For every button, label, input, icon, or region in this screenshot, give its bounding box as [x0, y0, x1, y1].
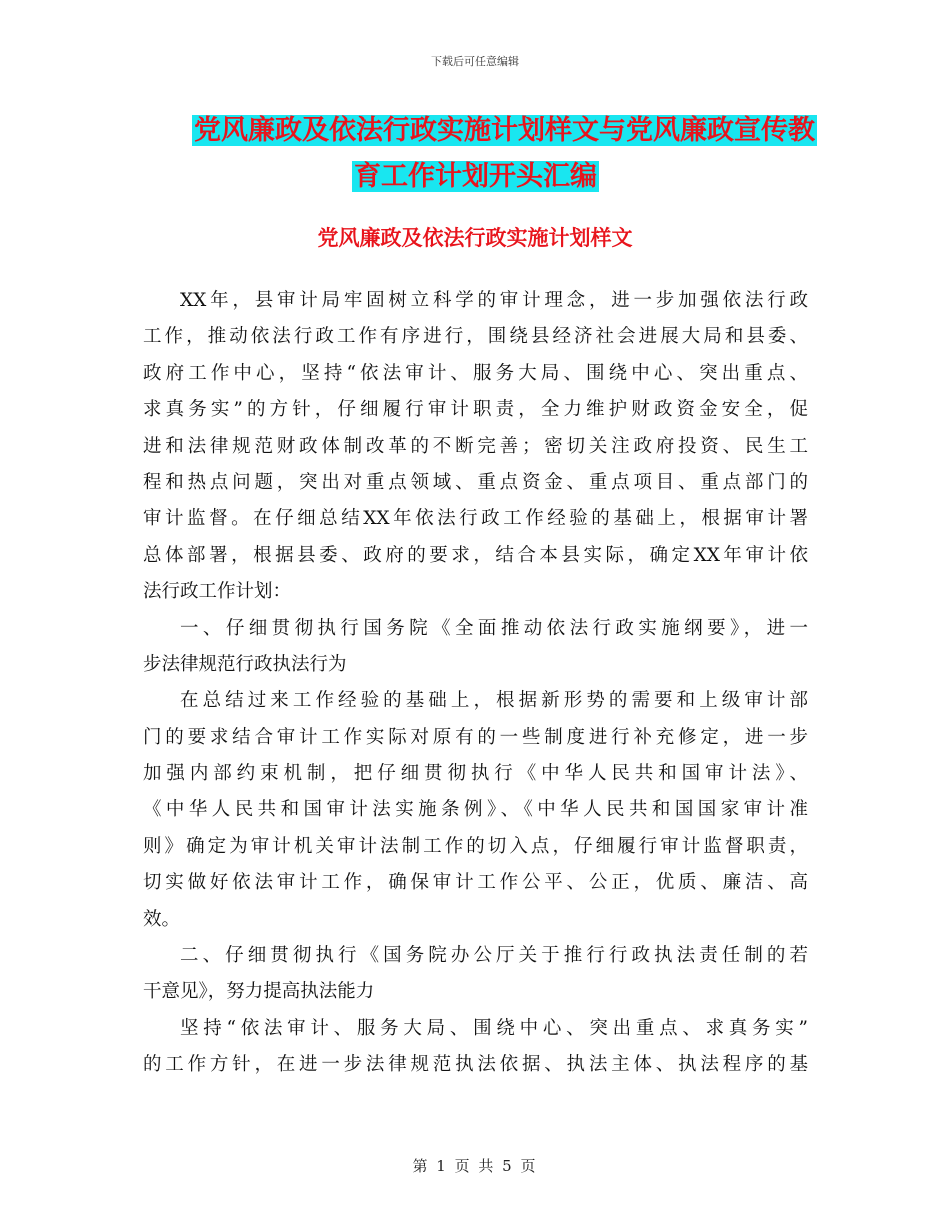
body-line: 政府工作中心，坚持“依法审计、服务大局、围绕中心、突出重点、	[143, 362, 808, 384]
body-line: 坚持“依法审计、服务大局、围绕中心、突出重点、求真务实”	[180, 1017, 808, 1039]
body-line: 工作，推动依法行政工作有序进行，围绕县经济社会进展大局和县委、	[143, 326, 808, 348]
body-line: 《中华人民共和国审计法实施条例》、《中华人民共和国国家审计准	[143, 799, 808, 821]
body-line: 门的要求结合审计工作实际对原有的一些制度进行补充修定，进一步	[143, 726, 808, 748]
body-line: 步法律规范行政执法行为	[143, 653, 347, 675]
body-line: 一、仔细贯彻执行国务院《全面推动依法行政实施纲要》，进一	[180, 617, 808, 639]
body-line: 求真务实”的方针，仔细履行审计职责，全力维护财政资金安全，促	[143, 399, 808, 421]
body-text	[143, 283, 808, 1084]
title-line-1-text: 党风廉政及依法行政实施计划样文与党风廉政宣传教	[194, 115, 815, 146]
body-line: 进和法律规范财政体制改革的不断完善；密切关注政府投资、民生工	[143, 435, 808, 457]
body-line: 效。	[143, 908, 181, 930]
header-note: 下载后可任意编辑	[431, 55, 519, 68]
title-line-2-text: 育工作计划开头汇编	[354, 161, 597, 192]
document-title	[140, 108, 815, 200]
body-line: 加强内部约束机制，把仔细贯彻执行《中华人民共和国审计法》、	[143, 763, 808, 785]
title-line-2	[140, 154, 810, 200]
body-line: 审计监督。在仔细总结XX年依法行政工作经验的基础上，根据审计署	[143, 508, 808, 530]
body-line: 干意见》，努力提高执法能力	[143, 981, 375, 1003]
title-line-1	[140, 108, 815, 154]
body-line: 程和热点问题，突出对重点领域、重点资金、重点项目、重点部门的	[143, 471, 808, 493]
body-line: 二、仔细贯彻执行《国务院办公厅关于推行行政执法责任制的若	[180, 945, 808, 967]
body-line: 则》确定为审计机关审计法制工作的切入点，仔细履行审计监督职责，	[143, 835, 808, 857]
page-footer: 第 1 页 共 5 页	[412, 1157, 538, 1175]
section-subtitle: 党风廉政及依法行政实施计划样文	[317, 226, 633, 250]
body-line: 切实做好依法审计工作，确保审计工作公平、公正，优质、廉洁、高	[143, 872, 808, 894]
body-line: 的工作方针，在进一步法律规范执法依据、执法主体、执法程序的基	[143, 1054, 808, 1076]
body-line: 法行政工作计划：	[143, 581, 292, 603]
body-line: 总体部署，根据县委、政府的要求，结合本县实际，确定XX年审计依	[143, 544, 808, 566]
body-line: 在总结过来工作经验的基础上，根据新形势的需要和上级审计部	[180, 690, 808, 712]
body-line: XX年，县审计局牢固树立科学的审计理念，进一步加强依法行政	[180, 290, 808, 311]
